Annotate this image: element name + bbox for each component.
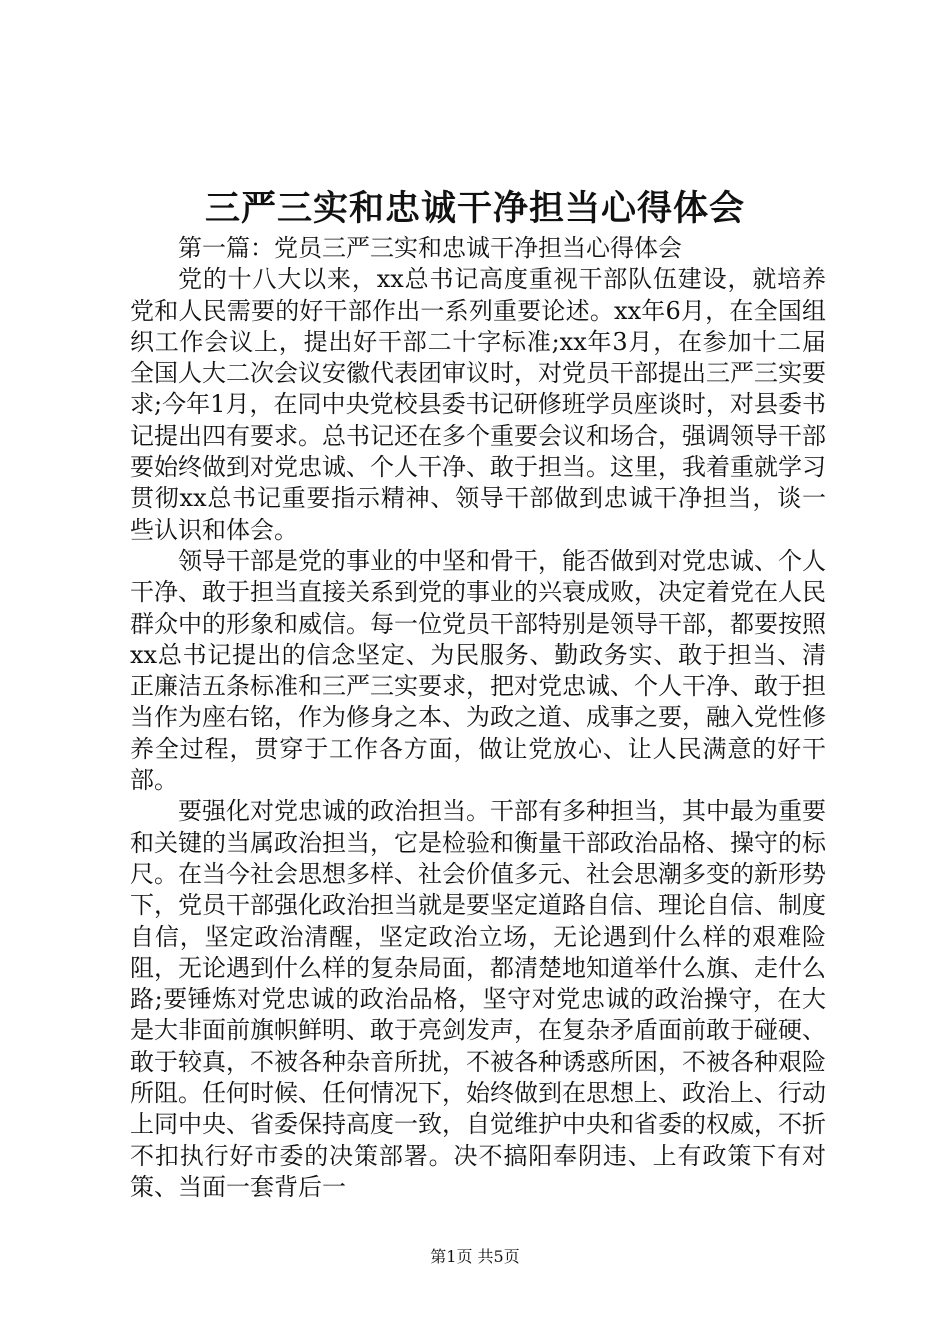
paragraph: 领导干部是党的事业的中坚和骨干，能否做到对党忠诚、个人干净、敢于担当直接关系到党的事业的兴衰成败，决定着党在人民群众中的形象和威信。每一位党员干部特别是领导干部，都要按照xx总书记提出的信念坚定、为民服务、勤政务实、敢于担当、清正廉洁五条标准和三严三实要求，把对党忠诚、个人干净、敢于担当作为座右铭，作为修身之本、为政之道、成事之要，融入党性修养全过程，贯穿于工作各方面，做让党放心、让人民满意的好干部。: [130, 546, 826, 795]
page-number-footer: 第1页 共5页: [430, 1247, 520, 1266]
paragraph: 要强化对党忠诚的政治担当。干部有多种担当，其中最为重要和关键的当属政治担当，它是检验和衡量干部政治品格、操守的标尺。在当今社会思想多样、社会价值多元、社会思潮多变的新形势下，党员干部强化政治担当就是要坚定道路自信、理论自信、制度自信，坚定政治清醒，坚定政治立场，无论遇到什么样的艰难险阻，无论遇到什么样的复杂局面，都清楚地知道举什么旗、走什么路;要锤炼对党忠诚的政治品格，坚守对党忠诚的政治操守，在大是大非面前旗帜鲜明、敢于亮剑发声，在复杂矛盾面前敢于碰硬、敢于较真，不被各种杂音所扰，不被各种诱惑所困，不被各种艰险所阻。任何时候、任何情况下，始终做到在思想上、政治上、行动上同中央、省委保持高度一致，自觉维护中央和省委的权威，不折不扣执行好市委的决策部署。决不搞阳奉阴违、上有政策下有对策、当面一套背后一: [130, 797, 826, 1201]
paragraph: 党的十八大以来，xx总书记高度重视干部队伍建设，就培养党和人民需要的好干部作出一系列重要论述。xx年6月，在全国组织工作会议上，提出好干部二十字标准;xx年3月，在参加十二届全国人大二次会议安徽代表团审议时，对党员干部提出三严三实要求;今年1月，在同中央党校县委书记研修班学员座谈时，对县委书记提出四有要求。总书记还在多个重要会议和场合，强调领导干部要始终做到对党忠诚、个人干净、敢于担当。这里，我着重就学习贯彻xx总书记重要指示精神、领导干部做到忠诚干净担当，谈一些认识和体会。: [130, 265, 826, 544]
document-body: [130, 233, 826, 1203]
document-title: 三严三实和忠诚干净担当心得体会: [204, 188, 745, 229]
section-heading: 第一篇：党员三严三实和忠诚干净担当心得体会: [178, 234, 682, 262]
